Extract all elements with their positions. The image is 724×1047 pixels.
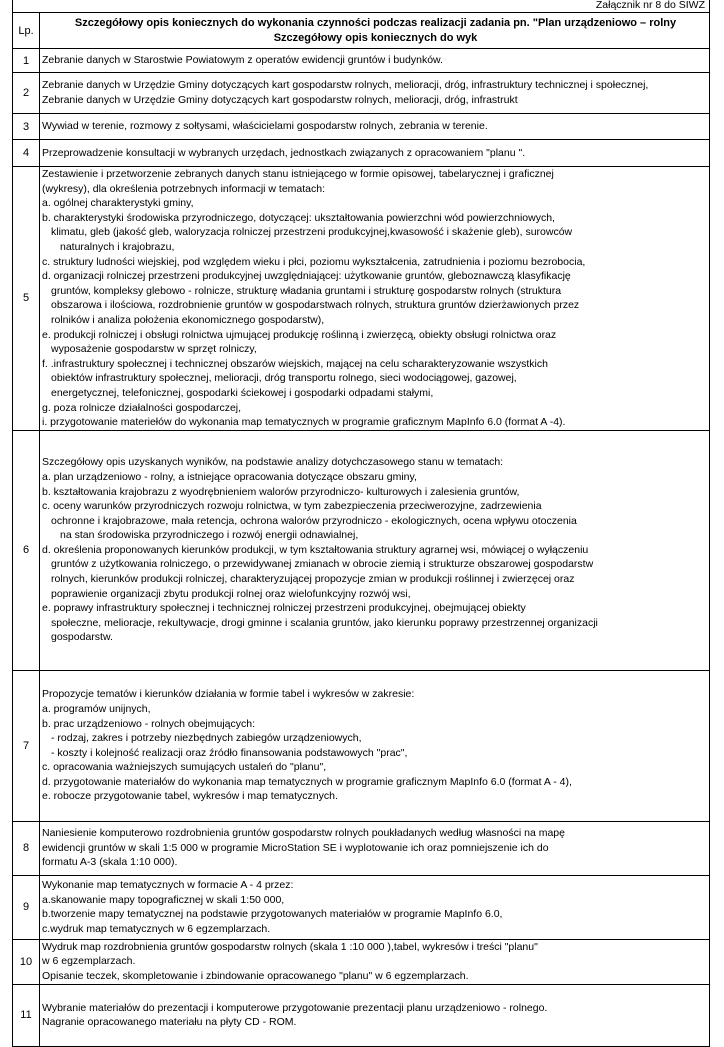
description-line: e. robocze przygotowanie tabel, wykresów i map tematycznych. [42,790,338,803]
description-line: g. poza rolnicze działalności gospodarczej, [42,401,242,414]
description-line: c. opracowania ważniejszych sumujących ustaleń do "planu", [42,761,327,774]
description-line: ochronne i krajobrazowe, mała retencja, ochrona walorów przyrodniczo - ekologicznych, ocena wpływu otoczenia [51,514,577,527]
description-line: Wydruk map rozdrobnienia gruntów gospodarstw rolnych (skala 1 :10 000 ),tabel, wykresów i treści "planu" [42,940,538,953]
row-description [40,49,710,73]
table-row [13,430,710,670]
description-line: Nagranie opracowanego materiału na płyty CD - ROM. [42,1016,297,1029]
description-line: Wykonanie map tematycznych w formacie A - 4 przez: [42,879,294,891]
description-line: b. charakterystyki środowiska przyrodniczego, dotyczącej: ukształtowania powierzchni wód powierzchniowych, [42,211,555,224]
row-number: 11 [13,984,40,1046]
description-line: rolnych, kierunków produkcji rolniczej, charakteryzującej propozycje zmian w produkcji roślinnej i zwierzęcej oraz [51,573,575,586]
description-line: rolników i analiza położenia ekonomicznego gospodarstw), [51,313,325,326]
row-description [40,140,710,167]
row-number: 6 [13,430,40,670]
row-description [40,939,710,984]
row-number: 9 [13,875,40,939]
description-line: a. plan urządzeniowo - rolny, a istniejące opracowania dotyczące obszaru gminy, [42,470,417,483]
table-row [13,939,710,984]
description-line: na stan środowiska przyrodniczego i rozwój energii odnawialnej, [60,529,359,542]
description-line: klimatu, gleb (jakość gleb, waloryzacja rolniczej przestrzeni produkcyjnej,kwasowość i skażenie gleb), surowców [51,226,573,239]
description-line: energetycznej, telefonicznej, gospodarki ściekowej i gospodarki odpadami stałymi, [51,386,434,399]
description-line: a. programów unijnych, [42,702,151,715]
row-description [40,167,710,431]
description-line: wyposażenie gospodarstw w sprzęt rolniczy, [51,343,257,356]
description-line: - koszty i kolejność realizacji oraz źródło finansowania podstawowych "prac", [51,746,408,759]
description-line: i. przygotowanie materiełów do wykonania map tematycznych w programie graficznym MapInfo 6.0 (format A -4). [42,416,566,429]
row-description [40,73,710,114]
description-line: Zebranie danych w Urzędzie Gminy dotyczących kart gospodarstw rolnych, melioracji, dróg, infrastrukt [42,94,518,106]
description-line: Zestawienie i przetworzenie zebranych danych stanu istniejącego w formie opisowej, tabelarycznej i graficznej [42,168,554,180]
row-description [40,821,710,875]
title-line-1: Szczegółowy opis koniecznych do wykonania czynności podczas realizacji zadania pn. "Plan urządzeniowo – rolny [74,16,677,29]
description-line: społeczne, melioracje, rekultywacje, drogi gminne i scalania gruntów, jako kierunku poprawy przestrzennej organizacji [51,616,598,629]
description-line: Zebranie danych w Urzędzie Gminy dotyczących kart gospodarstw rolnych, melioracji, dróg, infrastruktury technicznej i społecznej, [42,79,649,92]
description-line: e. poprawy infrastruktury społecznej i technicznej rolniczej przestrzeni produkcyjnej, obejmującej obiekty [42,602,526,615]
row-number: 8 [13,821,40,875]
description-line: gruntów, kompleksy glebowo - rolnicze, strukturę władania gruntami i strukturę gospodarstw rolnych (struktura [51,284,562,297]
row-description [40,670,710,821]
description-line: Szczegółowy opis uzyskanych wyników, na podstawie analizy dotychczasowego stanu w tematach: [42,456,504,469]
document-page [12,0,710,1047]
description-line: obiektów infrastruktury społecznej, melioracji, dróg transportu rolnego, sieci wodociągowej, gazowej, [51,372,517,385]
description-line: ewidencji gruntów w skali 1:5 000 w programie MicroStation SE i wyplotowanie ich oraz pomniejszenie ich do [42,841,549,854]
lp-header: Lp. [13,13,40,49]
description-line: gospodarstw. [51,631,113,644]
table-row [13,167,710,431]
table-row [13,140,710,167]
description-line: d. przygotowanie materiałów do wykonania map tematycznych w programie graficznym MapInfo 6.0 (format A - 4), [42,775,572,788]
description-line: d. organizacji rolniczej przestrzeni produkcyjnej uwzględniającej: użytkowanie gruntów, gleboznawczą klasyfikację [42,270,571,283]
table-body [13,49,710,1047]
row-number: 1 [13,49,40,73]
table-row [13,670,710,821]
table-row [13,73,710,114]
row-description [40,984,710,1046]
description-line: b.tworzenie mapy tematycznej na podstawie przygotowanych materiałów w programie MapInfo 6.0, [42,908,503,921]
row-number: 5 [13,167,40,431]
row-description [40,430,710,670]
description-line: e. produkcji rolniczej i obsługi rolnictwa ujmującej produkcję roślinną i zwierzęcą, obiekty obsługi rolnictwa oraz [42,328,557,341]
annex-header [12,0,710,12]
description-line: f. .infrastruktury społecznej i technicznej obszarów wiejskich, mającej na celu scharakteryzowanie wszystkich [42,357,548,370]
description-line: c.wydruk map tematycznych w 6 egzemplarzach. [42,922,271,935]
title-header [40,13,710,49]
description-line: Przeprowadzenie konsultacji w wybranych urzędach, jednostkach związanych z opracowaniem "planu ". [42,146,526,159]
description-line: Zebranie danych w Starostwie Powiatowym z operatów ewidencji gruntów i budynków. [42,54,443,67]
description-line: Opisanie teczek, skompletowanie i zbindowanie opracowanego "planu" w 6 egzemplarzach. [42,969,469,982]
description-line: Propozycje tematów i kierunków działania w formie tabel i wykresów w zakresie: [42,688,415,701]
description-line: b. kształtowania krajobrazu z wyodrębnieniem walorów przyrodniczo- kulturowych i zalesienia gruntów, [42,485,520,498]
description-line: Wywiad w terenie, rozmowy z sołtysami, właścicielami gospodarstw rolnych, zebrania w terenie. [42,120,488,133]
table-header-row [13,13,710,49]
row-number: 7 [13,670,40,821]
description-line: c. struktury ludności wiejskiej, pod względem wieku i płci, poziomu wykształcenia, zatrudnienia i poziomu bezrobocia, [42,255,586,268]
description-line: poprawienie organizacji zbytu produkcji rolnej oraz wielofunkcyjny rozwój wsi, [51,587,411,600]
table-row [13,114,710,140]
table-row [13,821,710,875]
description-line: b. prac urządzeniowo - rolnych obejmujących: [42,717,256,730]
description-line: gruntów z użytkowania rolniczego, o przewidywanej zmianach w obrocie ziemią i strukturze obszarowej gospodarstw [51,558,594,571]
description-line: obszarowa i ilościowa, rozdrobnienie gruntów w gospodarstwach rolnych, struktura gruntów dzierżawionych przez [51,299,580,312]
row-number: 4 [13,140,40,167]
row-description [40,875,710,939]
row-description [40,114,710,140]
description-line: naturalnych i krajobrazu, [60,240,175,253]
table-row [13,984,710,1046]
row-number: 2 [13,73,40,114]
description-line: - rodzaj, zakres i potrzeby niezbędnych zabiegów urządzeniowych, [51,732,362,745]
description-line: d. określenia proponowanych kierunków produkcji, w tym kształtowania struktury agrarnej wsi, mówiącej o wyłączeniu [42,543,589,556]
row-number: 3 [13,114,40,140]
table-row [13,875,710,939]
title-line-2: Szczegółowy opis koniecznych do wyk [273,31,478,44]
description-line: formatu A-3 (skala 1:10 000). [42,856,178,869]
description-line: c. oceny warunków przyrodniczych rozwoju rolnictwa, w tym zabezpieczenia przeciwerozyjne, zadrzewienia [42,500,542,513]
description-line: w 6 egzemplarzach. [42,955,136,968]
description-line: a.skanowanie mapy topograficznej w skali 1:50 000, [42,893,285,906]
annex-label: Załącznik nr 8 do SIWZ [595,0,705,11]
table-row [13,49,710,73]
row-number: 10 [13,939,40,984]
description-line: (wykresy), dla określenia potrzebnych informacji w tematach: [42,182,326,195]
description-line: Naniesienie komputerowo rozdrobnienia gruntów gospodarstw rolnych poukładanych według własności na mapę [42,827,565,840]
tasks-table [12,12,710,1047]
description-line: Wybranie materiałów do prezentacji i komputerowe przygotowanie prezentacji planu urządzeniowo - rolnego. [42,1001,548,1014]
description-line: a. ogólnej charakterystyki gminy, [42,197,194,210]
